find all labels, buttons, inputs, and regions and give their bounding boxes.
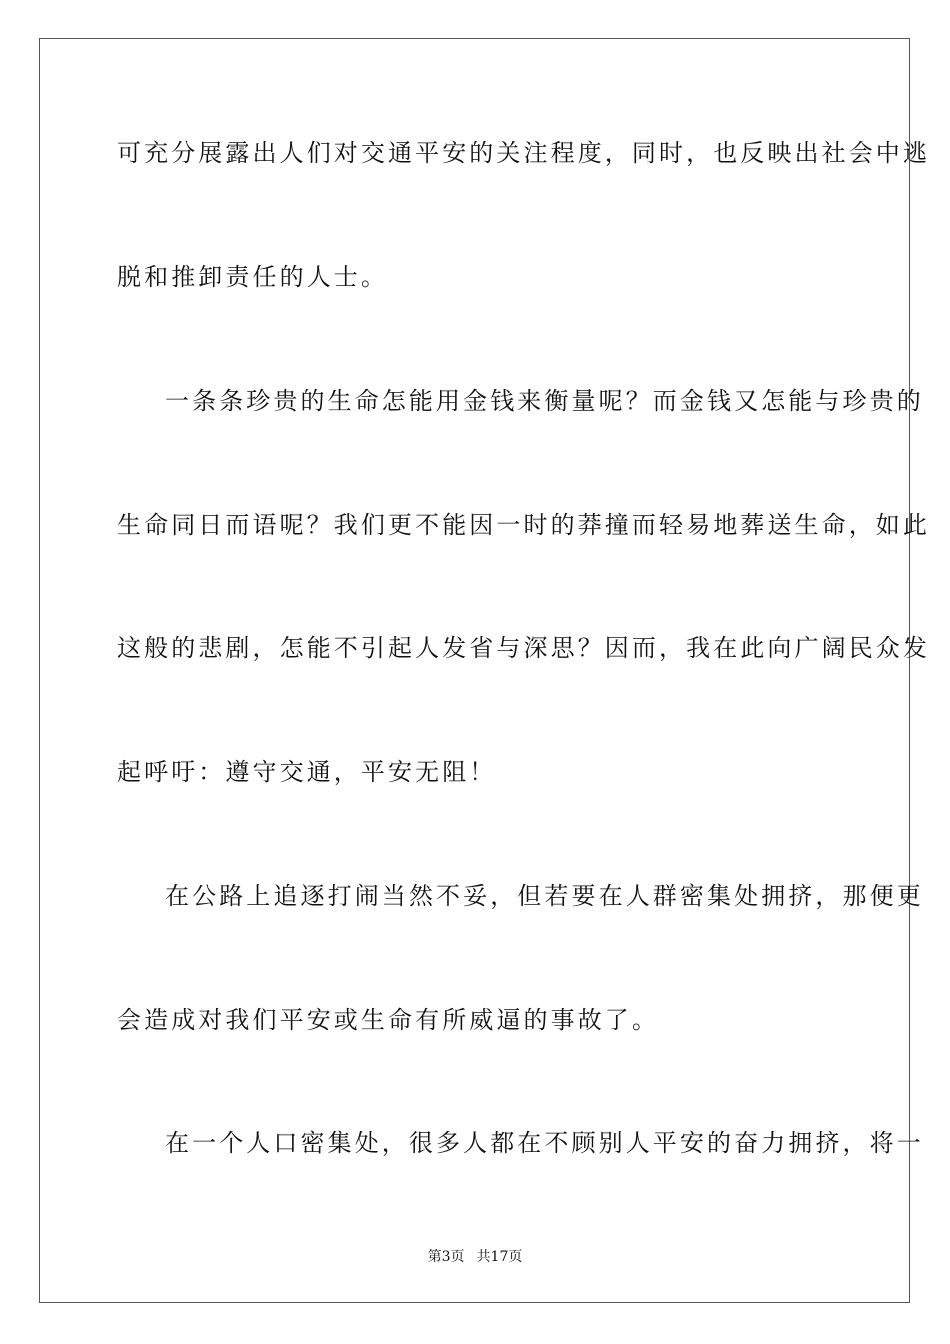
page-total: 共17页: [476, 1249, 523, 1265]
page-footer: [0, 1248, 950, 1266]
text-line-7: 在公路上追逐打闹当然不妥，但若要在人群密集处拥挤，那便更: [165, 882, 924, 910]
text-line-6: 起呼吁：遵守交通，平安无阻！: [117, 758, 497, 786]
text-line-5: 这般的悲剧，怎能不引起人发省与深思？因而，我在此向广阔民众发: [117, 634, 930, 662]
page-border: [39, 38, 930, 1303]
text-line-1: 可充分展露出人们对交通平安的关注程度，同时，也反映出社会中逃: [117, 139, 930, 167]
text-line-4: 生命同日而语呢？我们更不能因一时的莽撞而轻易地葬送生命，如此: [117, 511, 930, 539]
text-line-8: 会造成对我们平安或生命有所威逼的事故了。: [117, 1006, 659, 1034]
text-line-3: 一条条珍贵的生命怎能用金钱来衡量呢？而金钱又怎能与珍贵的: [165, 387, 924, 415]
text-line-9: 在一个人口密集处，很多人都在不顾别人平安的奋力拥挤，将一: [165, 1129, 924, 1157]
page-number: 第3页: [427, 1249, 465, 1265]
text-line-2: 脱和推卸责任的人士。: [117, 263, 388, 291]
